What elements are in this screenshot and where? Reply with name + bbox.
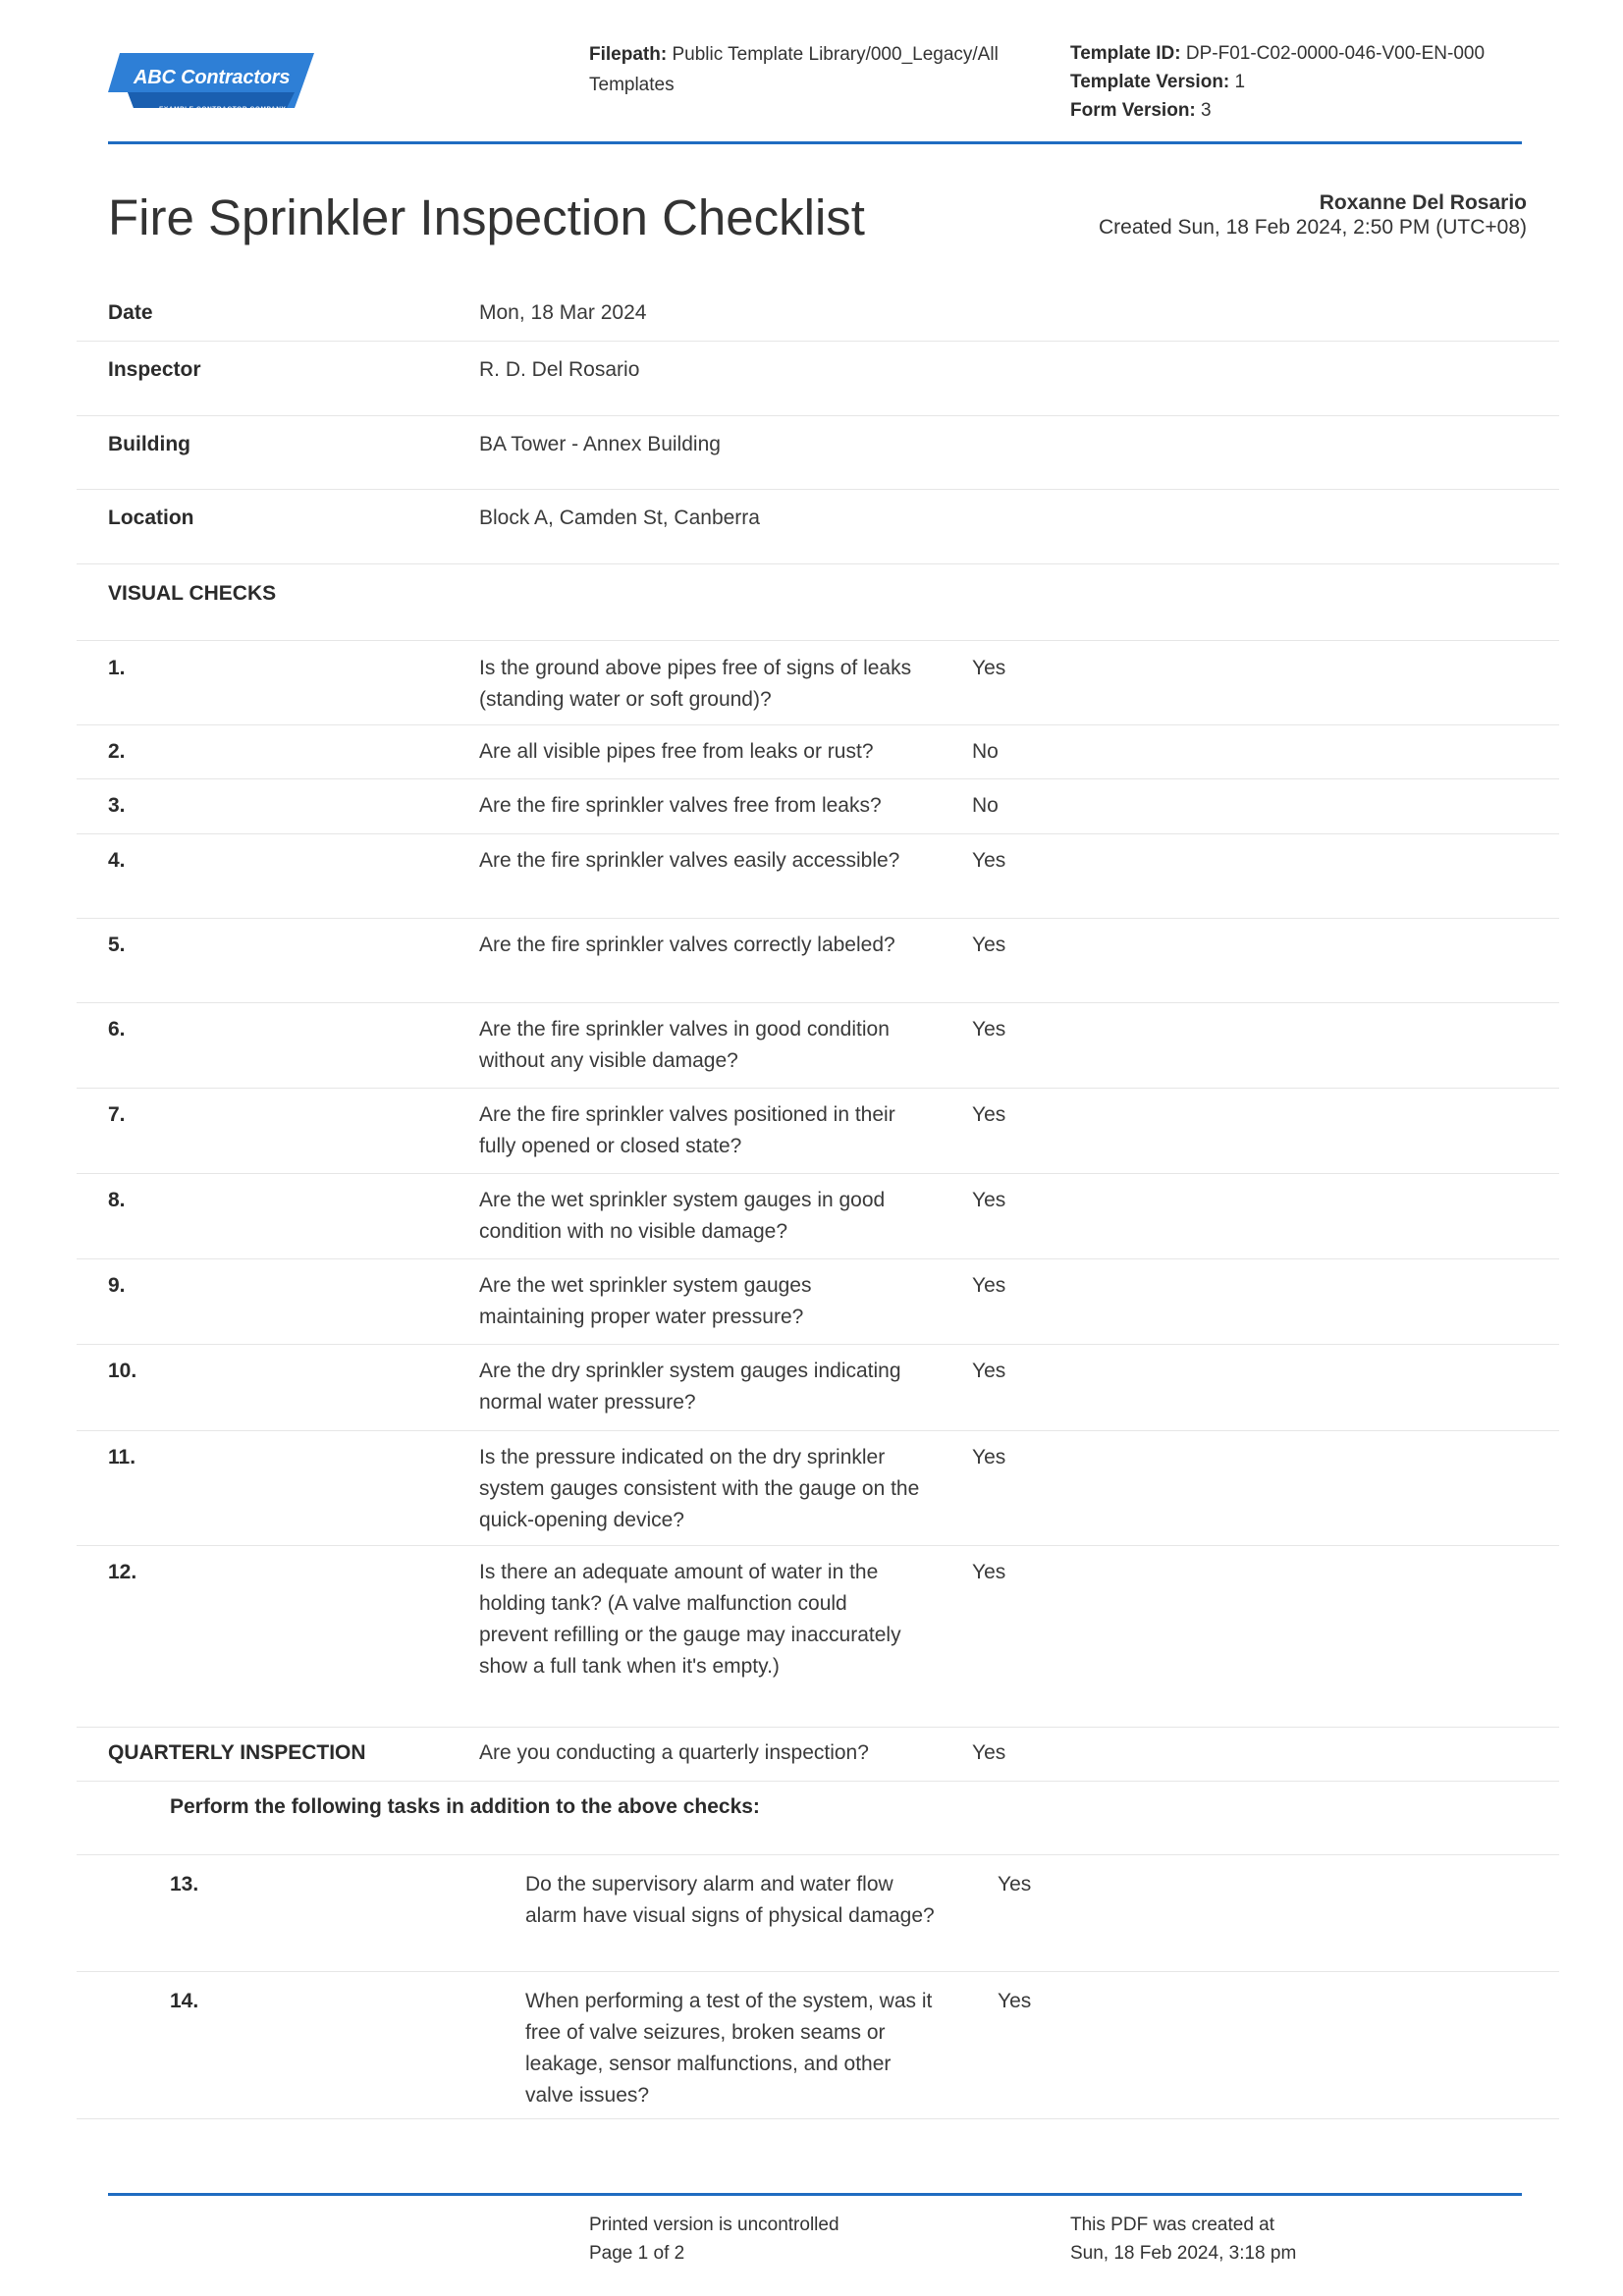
created-date: Created Sun, 18 Feb 2024, 2:50 PM (UTC+08) [1099,216,1527,239]
item-question: Are the fire sprinkler valves in good condition without any visible damage? [479,1018,890,1072]
template-id-label: Template ID: [1070,43,1181,64]
quarterly-note: Perform the following tasks in addition to the above checks: [170,1795,760,1818]
table-row [77,1259,1559,1345]
item-answer: Yes [972,1103,1006,1126]
pdf-created-date: Sun, 18 Feb 2024, 3:18 pm [1070,2243,1297,2264]
item-question: Is there an adequate amount of water in the holding tank? (A valve malfunction could prevent refilling or the gauge may inaccurately show a full tank when it's empty.) [479,1561,901,1678]
table-row [77,1003,1559,1089]
item-question: Are all visible pipes free from leaks or rust? [479,740,874,763]
item-number: 1. [108,657,126,679]
field-label: Location [108,507,194,529]
page-title: Fire Sprinkler Inspection Checklist [108,189,865,245]
pdf-created-label: This PDF was created at [1070,2215,1275,2235]
item-answer: Yes [972,934,1006,956]
item-number: 7. [108,1103,126,1126]
item-answer: Yes [972,1561,1006,1583]
table-row [77,1972,1559,2119]
item-question: Are the wet sprinkler system gauges in good condition with no visible damage? [479,1189,886,1243]
item-question: Are the fire sprinkler valves free from leaks? [479,794,882,817]
field-row-location [77,490,1559,564]
field-value: R. D. Del Rosario [479,358,640,381]
item-number: 9. [108,1274,126,1297]
table-row [77,834,1559,919]
document-header [108,39,1522,145]
field-row-date [77,283,1559,342]
item-number: 4. [108,849,126,872]
item-answer: Yes [998,1990,1032,2012]
item-question: Are the wet sprinkler system gauges maintaining proper water pressure? [479,1274,812,1328]
form-version-value: 3 [1201,100,1212,121]
item-answer: Yes [998,1873,1032,1896]
item-question: Do the supervisory alarm and water flow alarm have visual signs of physical damage? [525,1873,935,1927]
table-row [77,1345,1559,1431]
table-row [77,779,1559,834]
item-question: Are the fire sprinkler valves easily accessible? [479,849,900,872]
table-row [77,725,1559,779]
item-number: 2. [108,740,126,763]
table-row [77,919,1559,1003]
item-question: When performing a test of the system, was it free of valve seizures, broken seams or leakage, sensor malfunctions, and other valve issues? [525,1990,933,2107]
field-row-inspector [77,342,1559,416]
quarterly-note-row [77,1782,1559,1855]
author-name: Roxanne Del Rosario [1319,191,1527,214]
template-version-label: Template Version: [1070,72,1230,92]
uncontrolled-notice: Printed version is uncontrolled [589,2215,839,2235]
template-version-value: 1 [1234,72,1246,92]
footer-created-info [1070,2211,1296,2268]
section-heading-visual-checks [77,564,1559,641]
section-heading: VISUAL CHECKS [108,582,277,605]
field-value: Mon, 18 Mar 2024 [479,301,647,324]
item-number: 10. [108,1360,137,1382]
item-answer: Yes [972,1189,1006,1211]
field-value: Block A, Camden St, Canberra [479,507,760,529]
footer-print-info [589,2211,839,2268]
table-row [77,1546,1559,1728]
item-number: 5. [108,934,126,956]
filepath-label: Filepath: [589,44,668,65]
item-number: 13. [170,1873,199,1896]
table-row [77,1855,1559,1972]
table-row [77,641,1559,725]
logo-tagline: EXAMPLE CONTRACTOR COMPANY [159,106,287,113]
table-row [77,1431,1559,1546]
item-answer: Yes [972,1274,1006,1297]
item-question: Are the fire sprinkler valves positioned in their fully opened or closed state? [479,1103,895,1157]
item-number: 12. [108,1561,137,1583]
item-question: Are you conducting a quarterly inspection? [479,1741,869,1764]
field-value: BA Tower - Annex Building [479,433,721,455]
filepath-block [589,39,1051,100]
item-number: 14. [170,1990,199,2012]
field-row-building [77,416,1559,490]
quarterly-inspection-row [77,1728,1559,1782]
template-id-value: DP-F01-C02-0000-046-V00-EN-000 [1185,43,1486,64]
item-number: 6. [108,1018,126,1041]
item-answer: No [972,740,999,763]
item-answer: Yes [972,1446,1006,1468]
table-row [77,1089,1559,1174]
item-answer: No [972,794,999,817]
author-block [1099,190,1527,240]
item-question: Are the fire sprinkler valves correctly labeled? [479,934,895,956]
filepath-value-cont: Templates [589,75,675,95]
item-answer: Yes [972,849,1006,872]
company-logo [108,53,314,112]
item-number: 11. [108,1446,136,1468]
item-question: Are the dry sprinkler system gauges indicating normal water pressure? [479,1360,901,1414]
item-answer: Yes [972,1018,1006,1041]
table-row [77,1174,1559,1259]
filepath-value: Public Template Library/000_Legacy/All [672,44,999,65]
item-answer: Yes [972,1360,1006,1382]
template-info-block [1070,39,1532,125]
field-label: Inspector [108,358,201,381]
item-question: Is the ground above pipes free of signs of leaks (standing water or soft ground)? [479,657,912,711]
field-label: Building [108,433,190,455]
item-question: Is the pressure indicated on the dry sprinkler system gauges consistent with the gauge on the quick-opening device? [479,1446,920,1531]
logo-name: ABC Contractors [134,67,291,88]
section-heading: QUARTERLY INSPECTION [108,1741,366,1764]
item-answer: Yes [972,657,1006,679]
form-version-label: Form Version: [1070,100,1196,121]
item-answer: Yes [972,1741,1006,1764]
checklist-table [77,283,1559,2119]
header-divider [108,141,1522,144]
footer-divider [108,2193,1522,2196]
page-number: Page 1 of 2 [589,2243,685,2264]
item-number: 3. [108,794,126,817]
field-label: Date [108,301,153,324]
item-number: 8. [108,1189,126,1211]
